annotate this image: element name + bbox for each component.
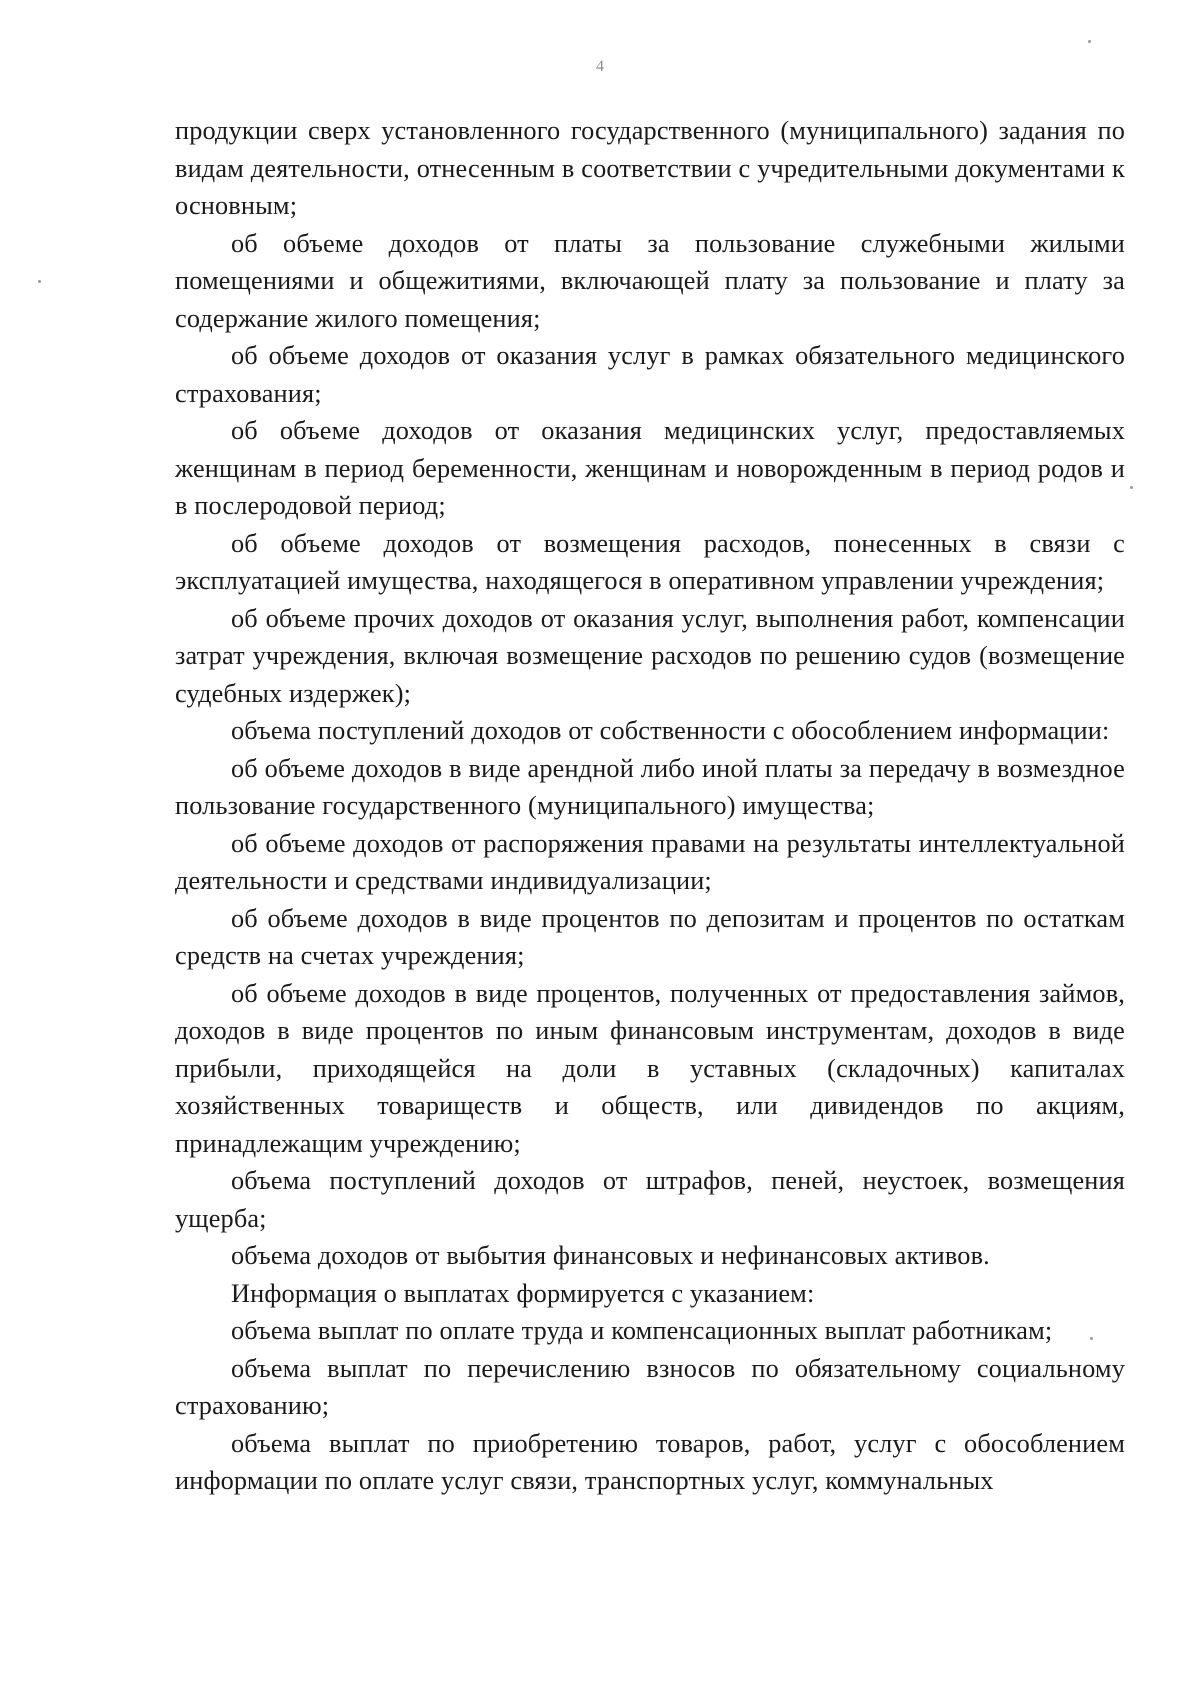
paragraph: об объеме доходов в виде процентов по депозитам и процентов по остаткам средств на счетах учреждения; [175,903,1125,970]
paragraph: об объеме доходов от оказания услуг в рамках обязательного медицинского страхования; [175,341,1125,408]
paragraph: об объеме доходов от распоряжения правами на результаты интеллектуальной деятельности и средствами индивидуализации; [175,828,1125,895]
paragraph: об объеме доходов от возмещения расходов, понесенных в связи с эксплуатацией имущества, находящегося в оперативном управлении учреждения; [175,528,1125,595]
paragraph: об объеме доходов от платы за пользование служебными жилыми помещениями и общежитиями, включающей плату за пользование и плату за содержание жилого помещения; [175,228,1125,333]
scan-speck [38,280,41,283]
paragraph: Информация о выплатах формируется с указанием: [231,1278,815,1308]
paragraph: об объеме прочих доходов от оказания услуг, выполнения работ, компенсации затрат учреждения, включая возмещение расходов по решению судов (возмещение судебных издержек); [175,603,1125,708]
scan-speck [1090,1337,1093,1340]
paragraph: об объеме доходов в виде процентов, полученных от предоставления займов, доходов в виде процентов по иным финансовым инструментам, доходов в виде прибыли, приходящейся на доли в уставных (складочных) капиталах хозяйственных товариществ и обществ, или дивидендов по акциям, принадлежащим учреждению; [175,978,1125,1158]
scan-speck [1130,486,1133,489]
paragraph: объема выплат по приобретению товаров, работ, услуг с обособлением информации по оплате услуг связи, транспортных услуг, коммунальных [175,1428,1125,1495]
paragraph: объема доходов от выбытия финансовых и нефинансовых активов. [231,1241,990,1270]
paragraph: объема поступлений доходов от собственности с обособлением информации: [231,716,1110,745]
paragraph: продукции сверх установленного государственного (муниципального) задания по видам деятельности, отнесенным в соответствии с учредительными документами к основным; [175,116,1125,220]
paragraph: объема выплат по оплате труда и компенсационных выплат работникам; [231,1316,1053,1345]
paragraph: объема выплат по перечислению взносов по обязательному социальному страхованию; [175,1353,1125,1420]
document-body [175,112,1125,1500]
scan-speck [1088,40,1091,43]
paragraph: об объеме доходов в виде арендной либо иной платы за передачу в возмездное пользование государственного (муниципального) имущества; [175,753,1125,820]
paragraph: объема поступлений доходов от штрафов, пеней, неустоек, возмещения ущерба; [175,1166,1125,1233]
page-number: 4 [596,58,604,75]
paragraph: об объеме доходов от оказания медицинских услуг, предоставляемых женщинам в период беременности, женщинам и новорожденным в период родов и в послеродовой период; [175,416,1125,520]
